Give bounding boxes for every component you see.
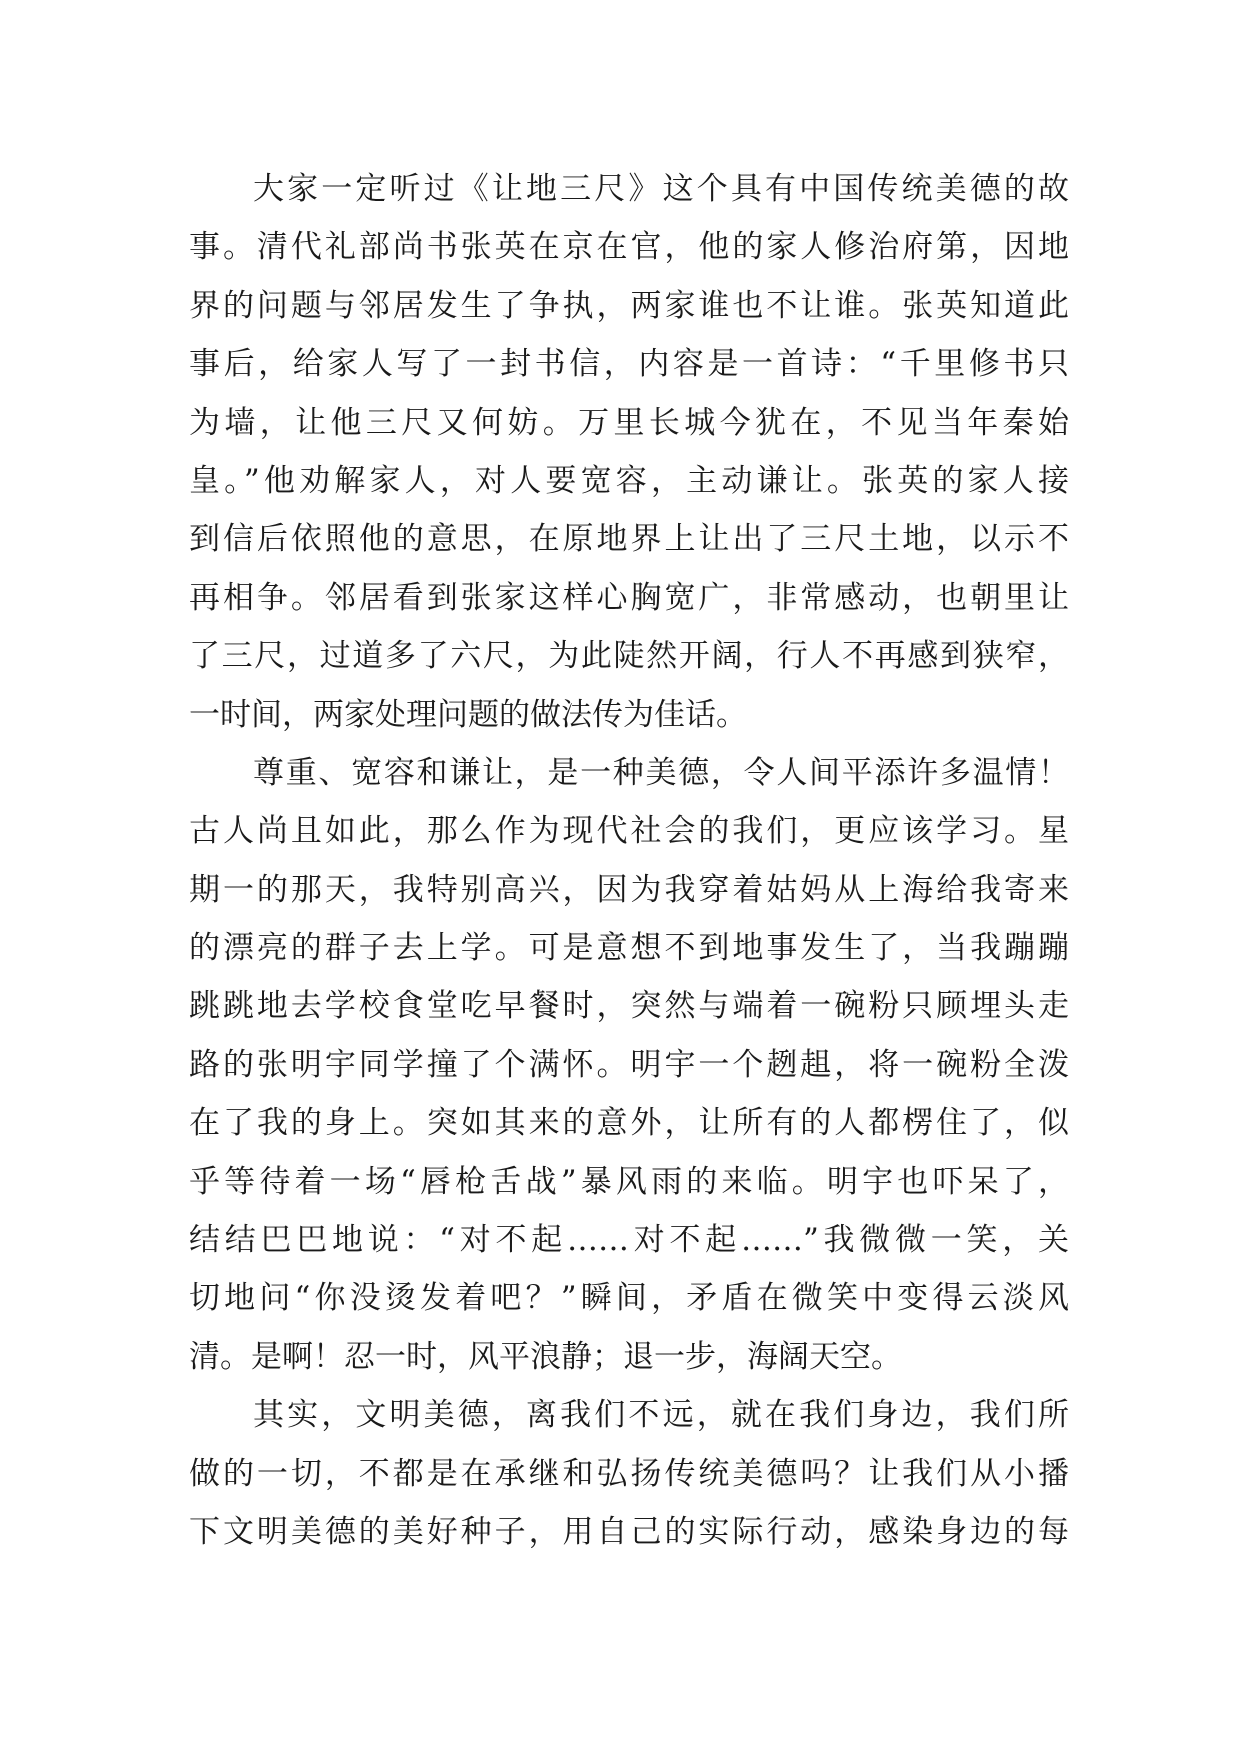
paragraph-1 xyxy=(189,160,1069,744)
text-line: 期一的那天，我特别高兴，因为我穿着姑妈从上海给我寄来 xyxy=(189,871,1069,908)
text-line: 古人尚且如此，那么作为现代社会的我们，更应该学习。星 xyxy=(189,813,1069,850)
paragraph-3 xyxy=(189,1386,1069,1561)
text-line: 界的问题与邻居发生了争执，两家谁也不让谁。张英知道此 xyxy=(189,287,1069,324)
text-line: 皇。”他劝解家人，对人要宽容，主动谦让。张英的家人接 xyxy=(189,462,1069,499)
paragraph-2 xyxy=(189,744,1069,1386)
text-line: 切地问“你没烫发着吧？”瞬间，矛盾在微笑中变得云淡风 xyxy=(189,1280,1069,1317)
text-line: 事。清代礼部尚书张英在京在官，他的家人修治府第，因地 xyxy=(189,229,1069,266)
text-line: 尊重、宽容和谦让，是一种美德，令人间平添许多温情！ xyxy=(253,754,1069,791)
text-line: 了三尺，过道多了六尺，为此陡然开阔，行人不再感到狭窄， xyxy=(189,638,1069,675)
text-line: 做的一切，不都是在承继和弘扬传统美德吗？让我们从小播 xyxy=(189,1455,1069,1492)
text-line: 在了我的身上。突如其来的意外，让所有的人都楞住了，似 xyxy=(189,1105,1069,1142)
text-line: 结结巴巴地说：“对不起……对不起……”我微微一笑，关 xyxy=(189,1222,1069,1259)
text-line: 大家一定听过《让地三尺》这个具有中国传统美德的故 xyxy=(253,171,1069,207)
text-line: 乎等待着一场“唇枪舌战”暴风雨的来临。明宇也吓呆了， xyxy=(189,1163,1069,1200)
text-line: 的漂亮的群子去上学。可是意想不到地事发生了，当我蹦蹦 xyxy=(189,930,1069,967)
text-line: 为墙，让他三尺又何妨。万里长城今犹在，不见当年秦始 xyxy=(189,404,1069,441)
document-body xyxy=(189,160,1069,1561)
text-line: 跳跳地去学校食堂吃早餐时，突然与端着一碗粉只顾埋头走 xyxy=(189,988,1069,1025)
text-line: 下文明美德的美好种子，用自己的实际行动，感染身边的每 xyxy=(189,1513,1069,1550)
text-line: 事后，给家人写了一封书信，内容是一首诗：“千里修书只 xyxy=(189,346,1069,383)
text-line: 一时间，两家处理问题的做法传为佳话。 xyxy=(189,696,747,733)
text-line: 其实，文明美德，离我们不远，就在我们身边，我们所 xyxy=(253,1397,1069,1434)
text-line: 到信后依照他的意思，在原地界上让出了三尺土地，以示不 xyxy=(189,521,1069,558)
text-line: 清。是啊！忍一时，风平浪静；退一步，海阔天空。 xyxy=(189,1338,902,1375)
text-line: 路的张明宇同学撞了个满怀。明宇一个趔趄，将一碗粉全泼 xyxy=(189,1046,1069,1083)
text-line: 再相争。邻居看到张家这样心胸宽广，非常感动，也朝里让 xyxy=(189,579,1069,616)
